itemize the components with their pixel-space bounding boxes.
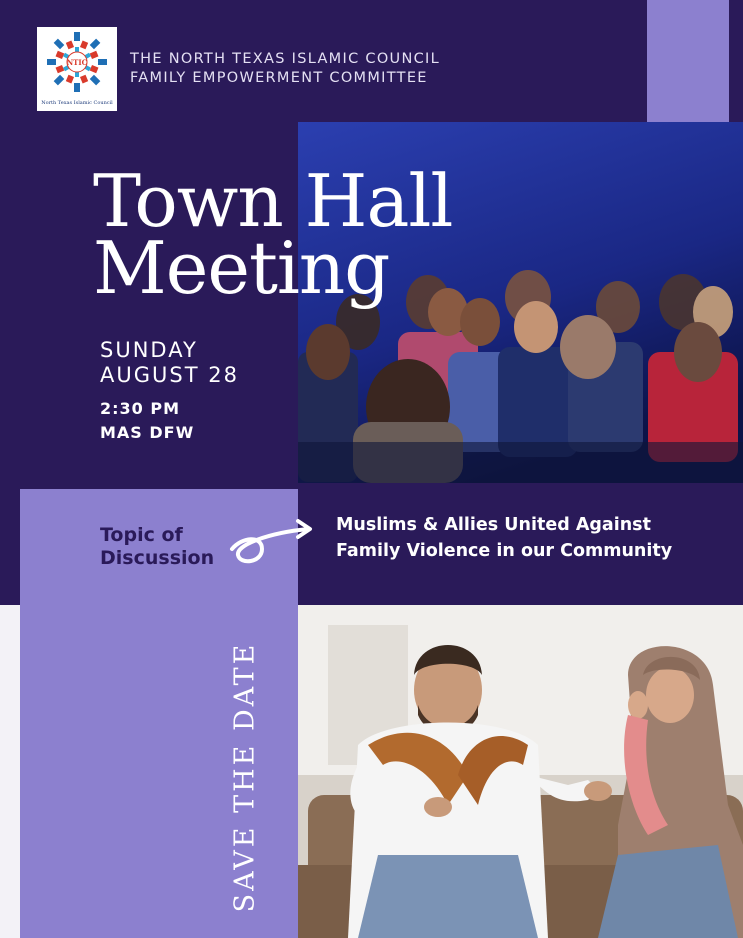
ntic-logo-icon: [42, 31, 112, 97]
event-day: SUNDAY: [100, 338, 198, 362]
logo-text: NTIC: [66, 58, 88, 67]
org-name-line-1: THE NORTH TEXAS ISLAMIC COUNCIL: [130, 51, 440, 67]
topic-text-line-1: Muslims & Allies United Against: [336, 515, 651, 535]
event-time: 2:30 PM: [100, 399, 181, 418]
logo-caption: North Texas Islamic Council: [41, 100, 113, 106]
couple-photo: [298, 605, 743, 938]
title-line-2: Meeting: [93, 226, 390, 310]
topic-label-line-2: Discussion: [100, 547, 215, 569]
ntic-logo: [37, 27, 117, 111]
event-location: MAS DFW: [100, 423, 195, 442]
save-the-date-text: SAVE THE DATE: [229, 641, 261, 913]
title-line-1: Town Hall: [93, 159, 453, 243]
org-name-line-2: FAMILY EMPOWERMENT COMMITTEE: [130, 70, 428, 86]
topic-label-line-1: Topic of: [100, 524, 183, 546]
topic-text-line-2: Family Violence in our Community: [336, 541, 673, 561]
curly-arrow-icon: [228, 515, 320, 573]
event-date: AUGUST 28: [100, 363, 239, 387]
